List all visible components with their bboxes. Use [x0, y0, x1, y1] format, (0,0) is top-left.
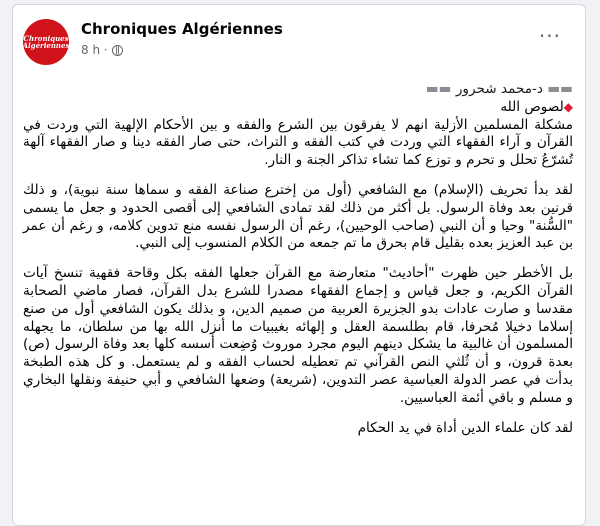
- author-dash-end: ▬▬: [425, 81, 452, 97]
- post-paragraph-2: لقد بدأ تحريف (الإسلام) مع الشافعي (أول من إخترع صناعة الفقه و سماها سنة نبوية)، و ذلك قرنين بعد وفاة الرسول. بل أكثر من ذلك لقد تمادى الشافعي إلى أقصى الحدود و جعل ما يسمى "السُّنة" وحيا و أن النبي (صاحب الوحيين)، رغم أن الرسول نفسه منع تدوين كلامه، و رغم أن عمر بن عبد العزيز بعده بقليل قام بحرق ما تم جمعه من الكلام المنسوب إلى النبي.: [23, 181, 573, 252]
- page-avatar[interactable]: [23, 19, 69, 65]
- post-text: [23, 81, 573, 449]
- post-card: [12, 4, 586, 526]
- author-dash: ▬▬: [547, 81, 573, 97]
- red-diamond-icon: ◆: [563, 99, 573, 114]
- globe-icon: [112, 45, 123, 56]
- post-subtitle-line: [23, 99, 573, 117]
- post-time-link[interactable]: 8 h ·: [81, 43, 108, 57]
- post-meta: [81, 43, 123, 57]
- post-subtitle: لصوص الله: [500, 98, 564, 115]
- page-name-link[interactable]: Chroniques Algériennes: [81, 20, 283, 38]
- post-paragraph-3: بل الأخطر حين ظهرت "أحاديث" متعارضة مع القرآن جعلها الفقه بكل وقاحة فقهية تنسخ آيات القرآن الكريم، و جعل قياس و إجماع الفقهاء مصدرا للشرع بدل القرآن، فصار ماضي الصحابة مقدسا و صارت عادات بدو الجزيرة العربية من صميم الدين، و بذلك يكون الشافعي أول من صنع إسلاما دخيلا مُحرفا، قام بطلسمة العقل و إلهائه بغيبيات ما أنزل الله بها من سلطان، ما يجهله المسلمون أن غالبية ما يشكل دينهم اليوم مجرد موروث وُضِعت أسسه كلها بعد وفاة الرسول (ص) بعدة قرون، و أن ثُلثي النص القرآني تم تعطيله لحساب الفقه و لم يستعمل. و كل هذه الطبخة بدأت في عصر الدولة العباسية عصر التدوين، (شريعة) وضعها الشافعي و أبي حنيفة ونقلها البخاري و مسلم و باقي أئمة العباسيين.: [23, 265, 573, 406]
- post-author-line: [23, 81, 573, 99]
- more-options-icon[interactable]: ···: [538, 24, 561, 48]
- avatar-line-2: Algériennes: [22, 41, 70, 50]
- post-paragraph-4: لقد كان علماء الدين أداة في يد الحكام: [357, 419, 573, 436]
- post-paragraph-1: مشكلة المسلمين الأزلية انهم لا يفرقون بين الشرع والفقه و بين الأحكام الإلهية التي وردت في القرآن و آراء الفقهاء التي وردت في كتب الفقه و التراث، حتى صار الفقه دينا و صار الفقهاء آلهة تُشرّعُ تحلل و تحرم و توزع كما تشاء تذاكر الجنة و النار.: [23, 116, 573, 169]
- avatar-line-1: Chroniques: [23, 33, 69, 43]
- post-author: د-محمد شحرور: [455, 81, 543, 97]
